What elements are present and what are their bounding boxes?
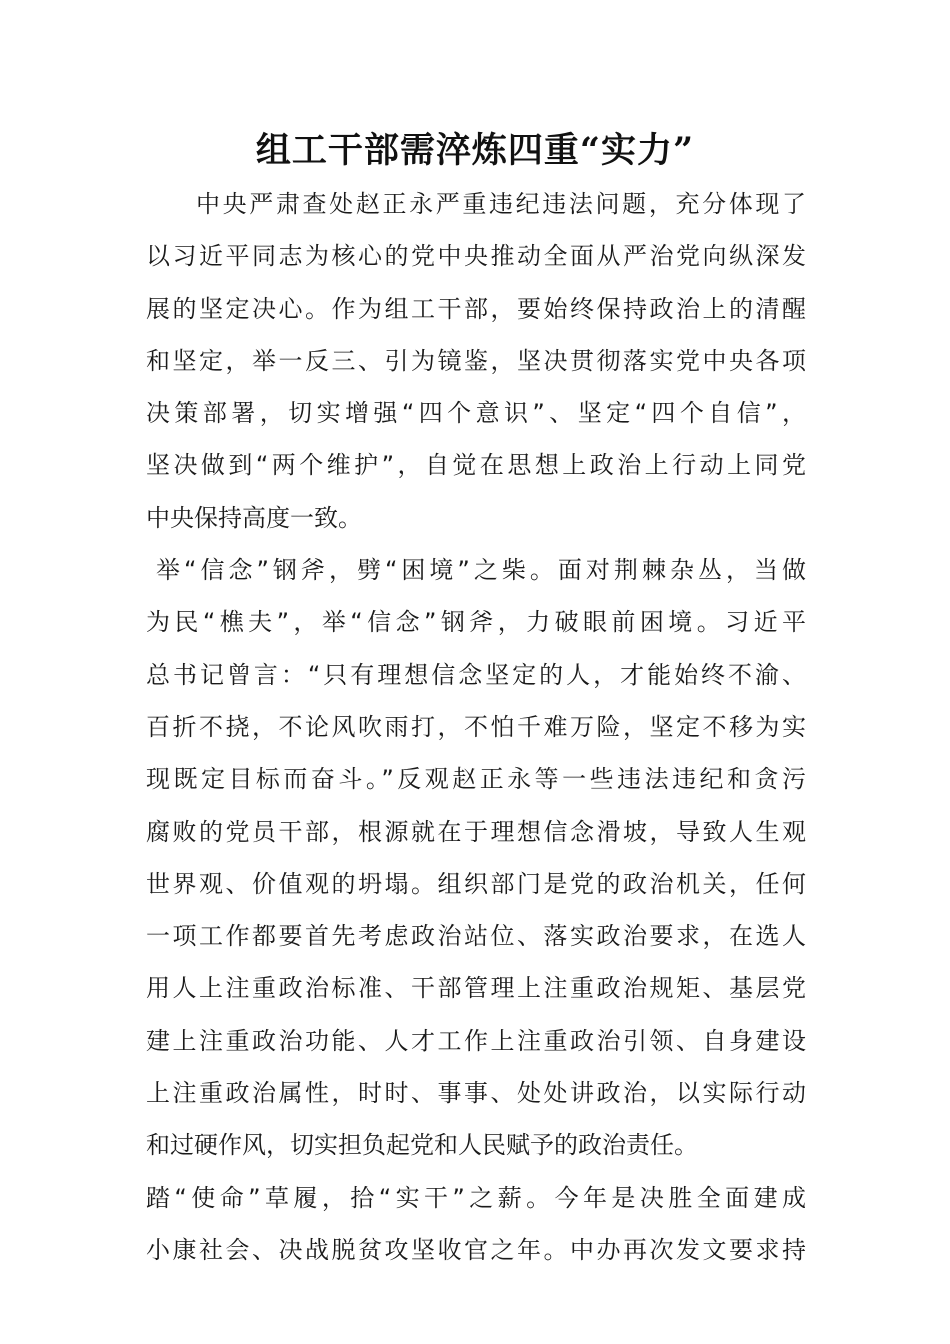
text-line: 上注重政治属性，时时、事事、处处讲政治，以实际行动 [146, 1079, 806, 1108]
text-line: 和坚定，举一反三、引为镜鉴，坚决贯彻落实党中央各项 [146, 346, 806, 375]
text-line: 中央保持高度一致。 [146, 503, 362, 532]
text-line: 小康社会、决战脱贫攻坚收官之年。中办再次发文要求持 [146, 1235, 806, 1264]
text-line: 现既定目标而奋斗。”反观赵正永等一些违法违纪和贪污 [146, 765, 806, 794]
text-line: 世界观、价值观的坍塌。组织部门是党的政治机关，任何 [146, 869, 806, 898]
text-line: 以习近平同志为核心的党中央推动全面从严治党向纵深发 [146, 242, 806, 271]
text-line: 总书记曾言：“只有理想信念坚定的人，才能始终不渝、 [146, 660, 806, 689]
text-line: 坚决做到“两个维护”，自觉在思想上政治上行动上同党 [146, 451, 806, 480]
document-title: 组工干部需淬炼四重“实力” [255, 130, 695, 171]
text-line: 建上注重政治功能、人才工作上注重政治引领、自身建设 [146, 1026, 806, 1055]
document-body [146, 178, 806, 1276]
text-line: 举“信念”钢斧，劈“困境”之柴。面对荆棘杂丛，当做 [156, 556, 806, 585]
text-line: 百折不挠，不论风吹雨打，不怕千难万险，坚定不移为实 [146, 712, 806, 741]
text-line: 为民“樵夫”，举“信念”钢斧，力破眼前困境。习近平 [146, 608, 806, 637]
text-line: 一项工作都要首先考虑政治站位、落实政治要求，在选人 [146, 922, 806, 951]
text-line: 踏“使命”草履，拾“实干”之薪。今年是决胜全面建成 [146, 1183, 806, 1212]
text-line: 决策部署，切实增强“四个意识”、坚定“四个自信”， [146, 399, 806, 428]
text-line: 用人上注重政治标准、干部管理上注重政治规矩、基层党 [146, 974, 806, 1003]
text-line: 腐败的党员干部，根源就在于理想信念滑坡，导致人生观 [146, 817, 806, 846]
text-line: 和过硬作风，切实担负起党和人民赋予的政治责任。 [146, 1131, 698, 1160]
text-line: 中央严肃查处赵正永严重违纪违法问题，充分体现了 [196, 190, 806, 218]
text-line: 展的坚定决心。作为组工干部，要始终保持政治上的清醒 [146, 294, 806, 323]
